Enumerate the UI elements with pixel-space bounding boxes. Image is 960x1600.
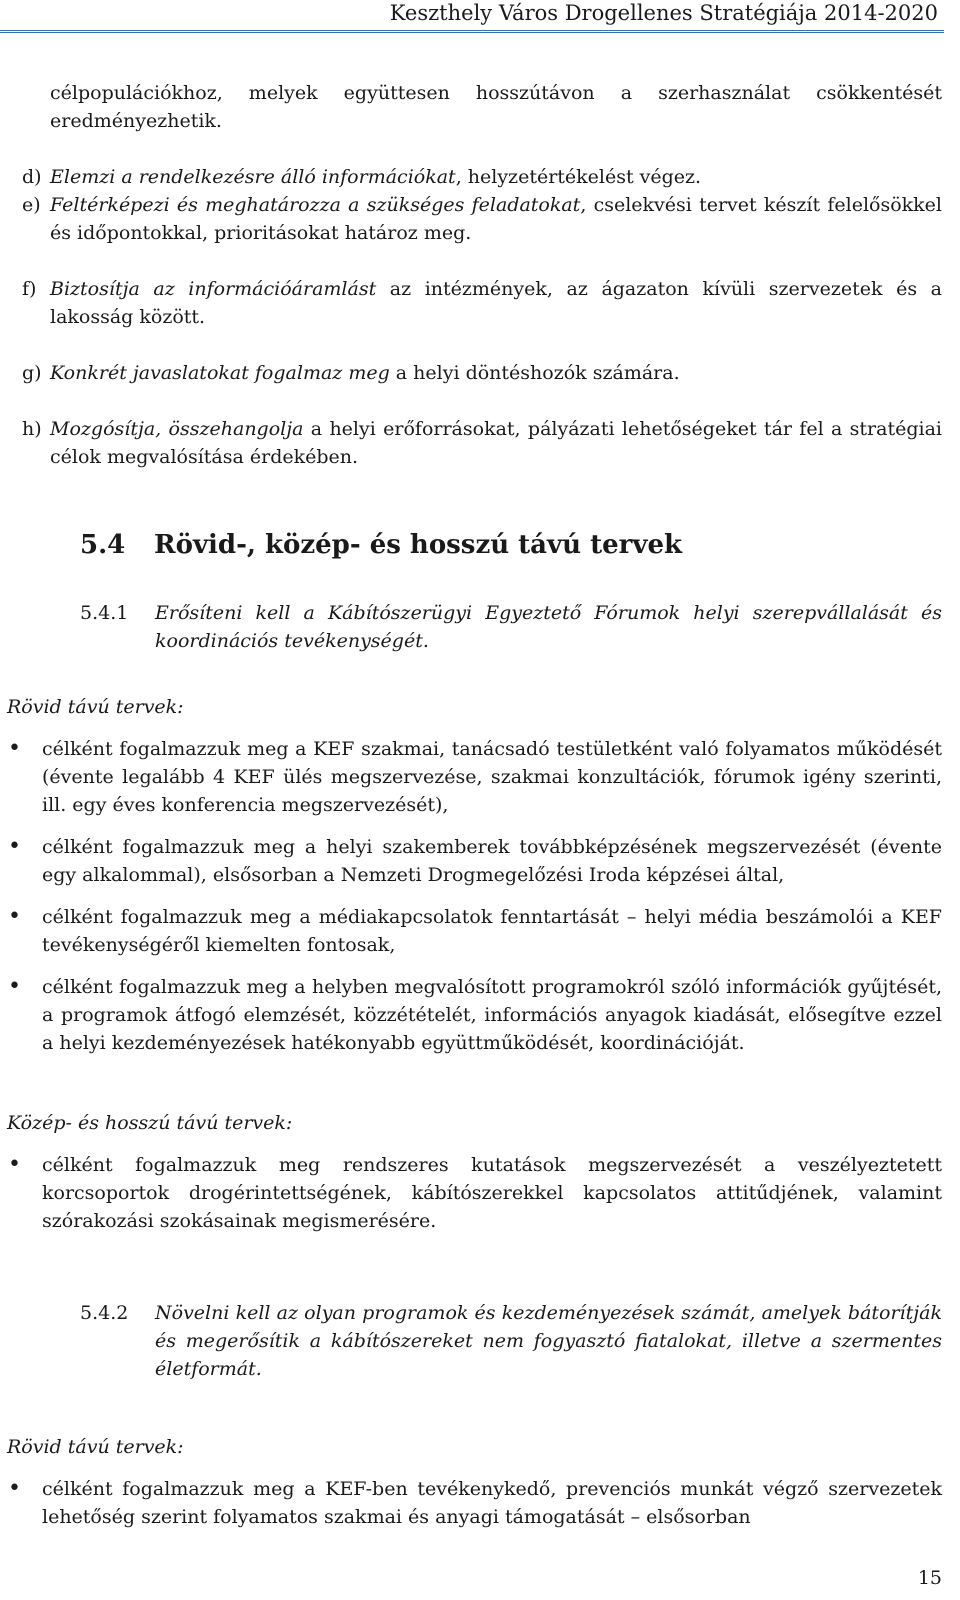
list-item-italic: Biztosítja az információáramlást (50, 278, 377, 300)
list-item-italic: Mozgósítja, összehangolja (50, 418, 304, 440)
list-item: • célként fogalmazzuk meg rendszeres kutatások megszervezését a veszélyeztetett korcsoportok drogérintettségének, kábítószerekkel kapcsolatos attitűdjének, valamint szórakozási szokásainak megismerésére. (22, 1151, 942, 1235)
list-item: • célként fogalmazzuk meg a médiakapcsolatok fenntartását – helyi média beszámolói a KEF tevékenységéről kiemelten fontosak, (22, 903, 942, 959)
list-item: • célként fogalmazzuk meg a helyben megvalósított programokról szóló információk gyűjtését, a programok átfogó elemzését, közzétételét, információs anyagok kiadását, elősegítve ezzel a helyi kezdeményezések hatékonyabb együttműködését, koordinációját. (22, 973, 942, 1057)
section-number: 5.4 (80, 530, 126, 560)
short-term-list-2 (22, 1475, 942, 1531)
list-item-text: az intézmények, az ágazaton kívüli szervezetek és a lakosság között. (50, 278, 942, 328)
list-item-g (22, 359, 942, 387)
list-item-text: , cselekvési tervet készít felelősökkel és időpontokkal, prioritásokat határoz meg. (50, 194, 942, 244)
subsection-text: Növelni kell az olyan programok és kezdeményezések számát, amelyek bátorítják és megerősítik a kábítószereket nem fogyasztó fiatalokat, illetve a szermentes életformát. (155, 1302, 942, 1380)
list-item-text: , helyzetértékelést végez. (455, 166, 702, 188)
list-item-h (22, 415, 942, 471)
list-item-label: h) (22, 418, 42, 440)
list-item-d (22, 163, 942, 191)
mid-long-term-list (22, 1151, 942, 1235)
page-header (0, 0, 944, 33)
list-item-italic: Feltérképezi és meghatározza a szükséges feladatokat (50, 194, 581, 216)
list-item-e (22, 191, 942, 247)
mid-long-term-heading: Közép- és hosszú távú tervek: (7, 1112, 293, 1134)
subsection-5-4-2 (22, 1299, 942, 1383)
subsection-number: 5.4.2 (80, 1302, 129, 1324)
short-term-heading: Rövid távú tervek: (7, 696, 184, 718)
list-item-f (22, 275, 942, 331)
subsection-text: Erősíteni kell a Kábítószerügyi Egyeztető Fórumok helyi szerepvállalását és koordinációs tevékenységét. (155, 602, 942, 652)
header-title: Keszthely Város Drogellenes Stratégiája 2014-2020 (389, 1, 938, 25)
section-heading (22, 529, 942, 561)
short-term-list (22, 735, 942, 1057)
list-item-text: a helyi döntéshozók számára. (389, 362, 680, 384)
list-item: • célként fogalmazzuk meg a helyi szakemberek továbbképzésének megszervezését (évente egy alkalommal), elsősorban a Nemzeti Drogmegelőzési Iroda képzései által, (22, 833, 942, 889)
subsection-5-4-1 (22, 599, 942, 655)
list-item-label: d) (22, 166, 42, 188)
page-number: 15 (917, 1567, 942, 1589)
document-body (7, 79, 942, 1545)
section-title: Rövid-, közép- és hosszú távú tervek (154, 530, 682, 560)
list-item-label: f) (22, 278, 37, 300)
list-item: • célként fogalmazzuk meg a KEF-ben tevékenykedő, prevenciós munkát végző szervezetek lehetőség szerint folyamatos szakmai és anyagi támogatását – elsősorban (22, 1475, 942, 1531)
list-item-label: g) (22, 362, 42, 384)
short-term-heading-2: Rövid távú tervek: (7, 1436, 184, 1458)
list-item-text: a helyi erőforrásokat, pályázati lehetőségeket tár fel a stratégiai célok megvalósítása érdekében. (50, 418, 942, 468)
list-item: • célként fogalmazzuk meg a KEF szakmai, tanácsadó testületként való folyamatos működését (évente legalább 4 KEF ülés megszervezése, szakmai konzultációk, fórumok igény szerinti, ill. egy éves konferencia megszervezését), (22, 735, 942, 819)
subsection-number: 5.4.1 (80, 602, 129, 624)
list-item-italic: Konkrét javaslatokat fogalmaz meg (50, 362, 390, 384)
list-item-italic: Elemzi a rendelkezésre álló információkat (50, 166, 456, 188)
list-item-label: e) (22, 194, 41, 216)
intro-paragraph: célpopulációkhoz, melyek együttesen hosszútávon a szerhasználat csökkentését eredményezhetik. (50, 82, 942, 132)
